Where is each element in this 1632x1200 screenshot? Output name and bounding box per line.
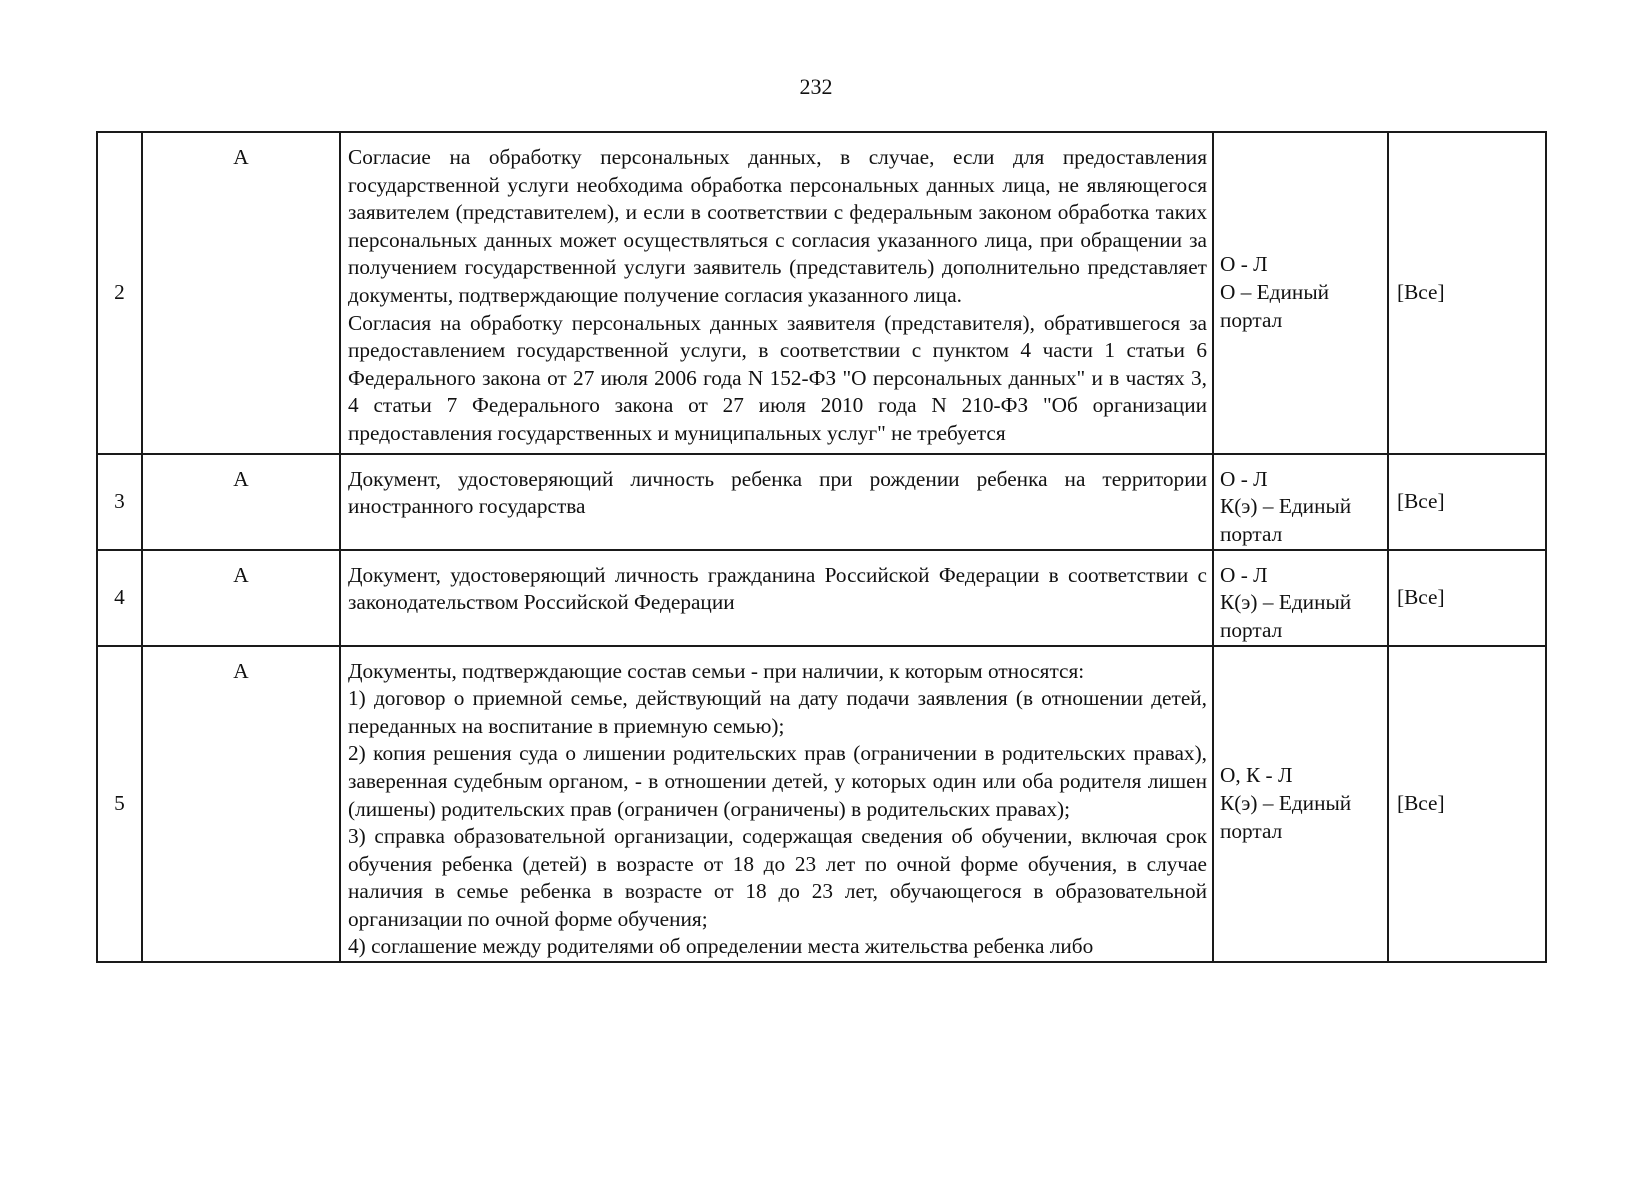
page-number: 232 [799,74,833,99]
row-applies: [Все] [1388,646,1546,963]
row-number: 5 [97,646,142,963]
row-description [340,454,1213,550]
form-line: О - Л [1220,466,1268,491]
table-row [97,132,1546,454]
row-form [1213,646,1388,963]
table-row [97,454,1546,550]
row-applies: [Все] [1388,132,1546,454]
row-form [1213,550,1388,646]
row-category: А [142,550,340,646]
description-paragraph: 1) договор о приемной семье, действующий на дату подачи заявления (в отношении детей, переданных на воспитание в приемную семью); [348,686,1207,738]
row-number: 4 [97,550,142,646]
document-table [96,131,1547,963]
description-paragraph: 2) копия решения суда о лишении родительских прав (ограничении в родительских правах), заверенная судебным органом, - в отношении детей, у которых один или оба родителя лишен (лишены) родительских прав (ограничен (ограничены) в родительских правах); [348,741,1207,821]
description-paragraph: Согласия на обработку персональных данных заявителя (представителя), обратившегося за предоставлением государственной услуги, в соответствии с пунктом 4 части 1 статьи 6 Федерального закона от 27 июля 2006 года N 152-ФЗ "О персональных данных" и в частях 3, 4 статьи 7 Федерального закона от 27 июля 2010 года N 210-ФЗ "Об организации предоставления государственных и муниципальных услуг" не требуется [348,310,1207,445]
row-applies: [Все] [1388,454,1546,550]
row-number: 2 [97,132,142,454]
row-description [340,550,1213,646]
table-row [97,646,1546,963]
form-line: К(э) – Единый портал [1220,590,1352,642]
row-form [1213,454,1388,550]
row-description [340,132,1213,454]
description-paragraph: Документ, удостоверяющий личность ребенка при рождении ребенка на территории иностранного государства [348,466,1207,519]
description-paragraph: Документы, подтверждающие состав семьи - при наличии, к которым относятся: [348,658,1085,683]
row-category: А [142,132,340,454]
form-line: О - Л [1220,562,1268,587]
row-number: 3 [97,454,142,550]
description-paragraph: 3) справка образовательной организации, содержащая сведения об обучении, включая срок обучения ребенка (детей) в возрасте от 18 до 23 лет по очной форме обучения, в случае наличия в семье ребенка в возрасте от 18 до 23 лет, обучающегося в образовательной организации по очной форме обучения; [348,824,1207,931]
row-category: А [142,454,340,550]
form-line: О - Л [1220,252,1268,277]
description-paragraph: Документ, удостоверяющий личность гражданина Российской Федерации в соответствии с законодательством Российской Федерации [348,562,1207,615]
description-paragraph: 4) соглашение между родителями об определении места жительства ребенка либо [348,934,1094,959]
row-category: А [142,646,340,963]
table-row [97,550,1546,646]
row-form [1213,132,1388,454]
form-line: К(э) – Единый портал [1220,494,1352,546]
description-paragraph: Согласие на обработку персональных данных, в случае, если для предоставления государственной услуги необходима обработка персональных данных лица, не являющегося заявителем (представителем), и если в соответствии с федеральным законом обработка таких персональных данных может осуществляться с согласия указанного лица, при обращении за получением государственной услуги заявитель (представитель) дополнительно представляет документы, подтверждающие получение согласия указанного лица. [348,145,1207,307]
form-line: К(э) – Единый портал [1220,791,1352,843]
form-line: О – Единый портал [1220,279,1330,332]
row-applies: [Все] [1388,550,1546,646]
form-line: О, К - Л [1220,763,1293,788]
row-description [340,646,1213,963]
